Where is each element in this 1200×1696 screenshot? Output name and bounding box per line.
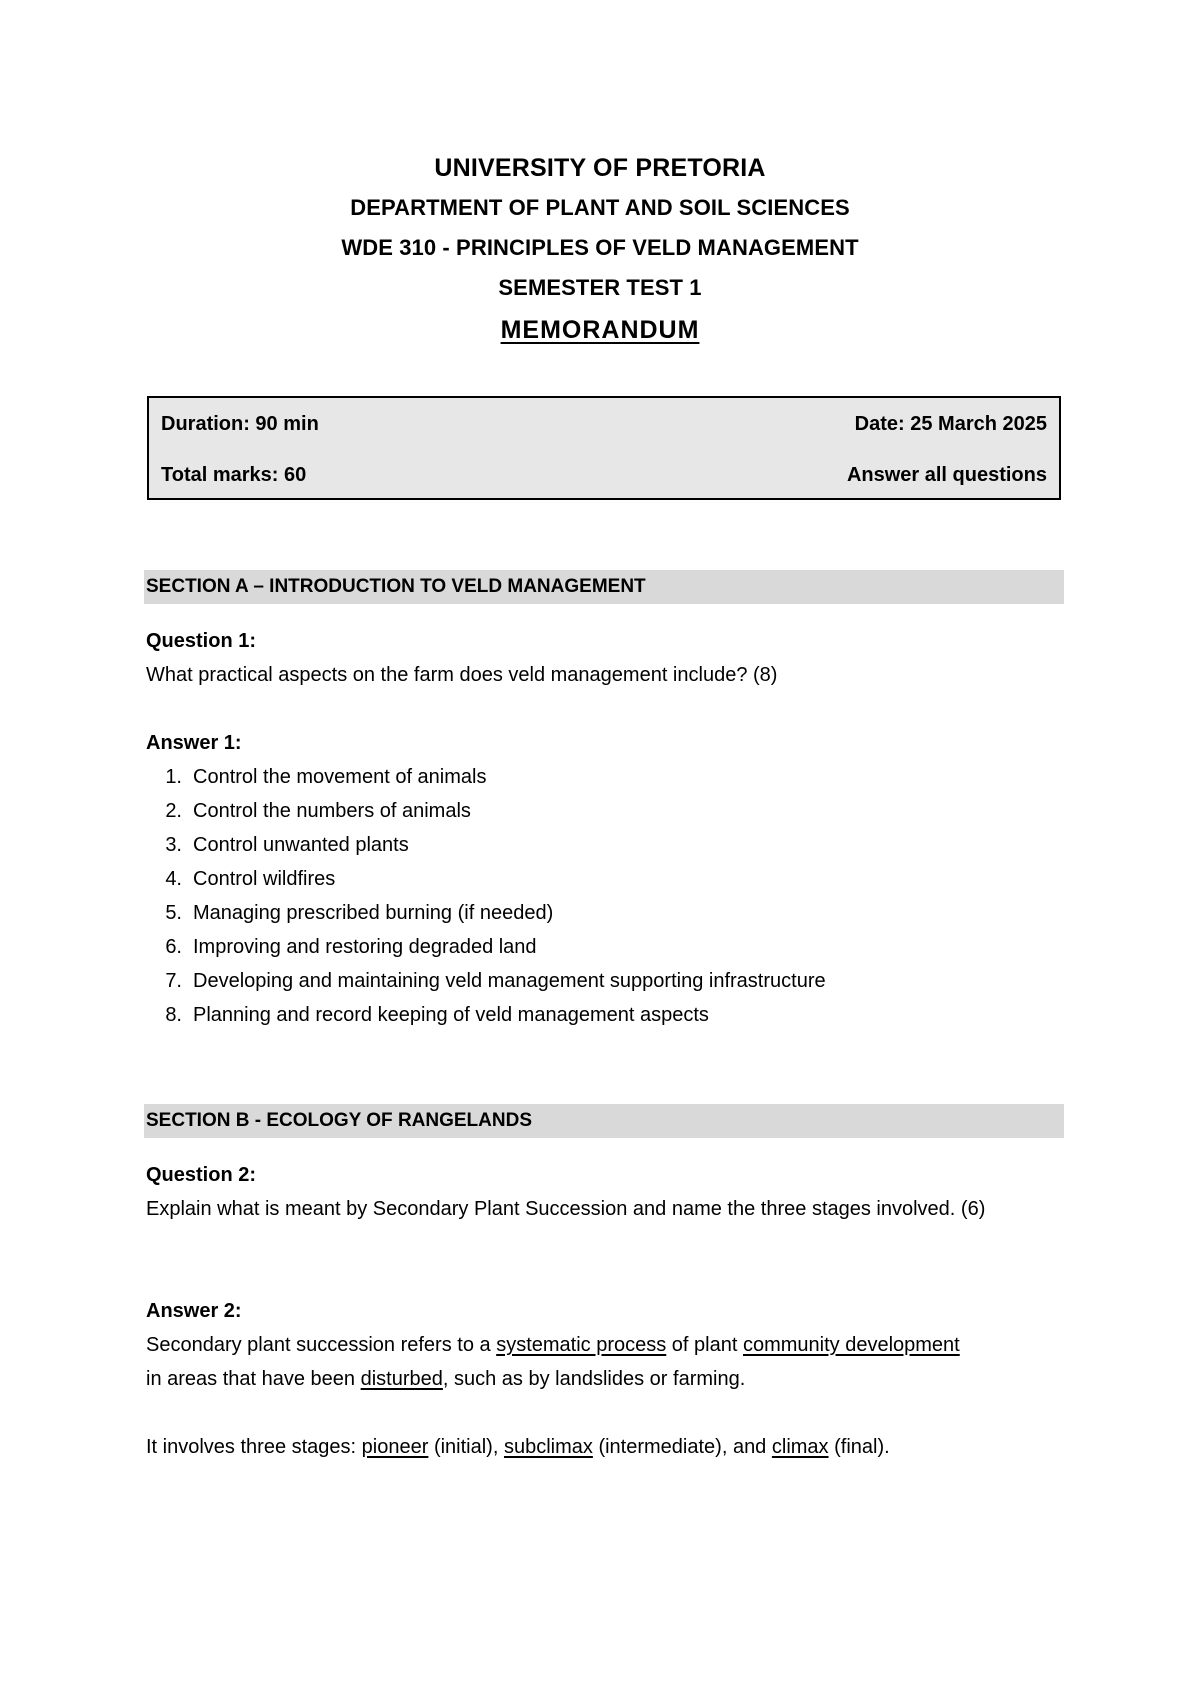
date-text: Date: 25 March 2025 <box>854 413 1047 435</box>
question-2-text: Explain what is meant by Secondary Plant Succession and name the three stages involved. (6) <box>146 1198 986 1220</box>
info-row-1 <box>161 410 1047 438</box>
answer-1-list <box>146 760 826 1032</box>
info-row-2 <box>161 461 1047 489</box>
list-item-text: Control the numbers of animals <box>193 800 471 822</box>
document-header <box>0 148 1200 352</box>
module-title: WDE 310 - PRINCIPLES OF VELD MANAGEMENT <box>341 235 859 260</box>
test-info-box <box>147 396 1061 500</box>
answer-2-p2-text-3: (intermediate), and <box>592 1436 772 1458</box>
section-b-heading: SECTION B - ECOLOGY OF RANGELANDS <box>144 1104 1064 1138</box>
answer-2-p1-keyword-3: disturbed <box>360 1368 443 1390</box>
list-item-number: 5. <box>165 902 182 924</box>
list-item-text: Managing prescribed burning (if needed) <box>193 902 554 924</box>
list-item <box>146 896 826 930</box>
answer-2-p1-text-1: Secondary plant succession refers to a <box>146 1334 497 1356</box>
list-item-number: 6. <box>165 936 182 958</box>
list-item-text: Control unwanted plants <box>193 834 409 856</box>
answer-2-p1-keyword-1: systematic process <box>496 1334 667 1356</box>
department-name: DEPARTMENT OF PLANT AND SOIL SCIENCES <box>350 195 850 220</box>
answer-2-p2-keyword-2: subclimax <box>503 1436 593 1458</box>
answer-2-label: Answer 2: <box>146 1300 242 1322</box>
test-title: SEMESTER TEST 1 <box>498 275 702 300</box>
list-item-number: 8. <box>165 1004 182 1026</box>
list-item <box>146 930 826 964</box>
question-2-label: Question 2: <box>146 1164 257 1186</box>
duration-text: Duration: 90 min <box>161 413 319 435</box>
list-item <box>146 794 826 828</box>
university-name: UNIVERSITY OF PRETORIA <box>434 154 766 182</box>
list-item <box>146 760 826 794</box>
list-item-text: Improving and restoring degraded land <box>193 936 537 958</box>
answer-2-p1-text-4: , such as by landslides or farming. <box>442 1368 746 1390</box>
question-1-text: What practical aspects on the farm does veld management include? (8) <box>146 664 778 686</box>
answer-2-p2-keyword-3: climax <box>771 1436 829 1458</box>
list-item-text: Planning and record keeping of veld management aspects <box>193 1004 709 1026</box>
memorandum-title: MEMORANDUM <box>500 316 700 344</box>
answer-1-label: Answer 1: <box>146 732 242 754</box>
answer-2-p2-keyword-1: pioneer <box>361 1436 429 1458</box>
list-item-number: 3. <box>165 834 182 856</box>
answer-2-p2-text-2: (initial), <box>428 1436 504 1458</box>
answer-2-paragraph-1 <box>146 1328 966 1396</box>
answer-2-p2-text-1: It involves three stages: <box>146 1436 362 1458</box>
instruction-text: Answer all questions <box>846 464 1047 486</box>
list-item-number: 2. <box>165 800 182 822</box>
section-a-heading: SECTION A – INTRODUCTION TO VELD MANAGEMENT <box>144 570 1064 604</box>
list-item <box>146 964 826 998</box>
answer-2-p2-text-4: (final). <box>828 1436 890 1458</box>
list-item <box>146 998 826 1032</box>
list-item-number: 4. <box>165 868 182 890</box>
question-1-label: Question 1: <box>146 630 257 652</box>
answer-2-p1-text-2: of plant <box>666 1334 743 1356</box>
list-item-number: 1. <box>165 766 182 788</box>
answer-2-p1-text-3: in areas that have been <box>146 1368 361 1390</box>
list-item-number: 7. <box>165 970 182 992</box>
list-item <box>146 862 826 896</box>
answer-2-paragraph-2 <box>146 1430 890 1464</box>
answer-2-p1-keyword-2: community development <box>742 1334 960 1356</box>
list-item-text: Control wildfires <box>193 868 336 890</box>
list-item <box>146 828 826 862</box>
list-item-text: Developing and maintaining veld management supporting infrastructure <box>193 970 826 992</box>
total-marks-text: Total marks: 60 <box>161 464 307 486</box>
list-item-text: Control the movement of animals <box>193 766 487 788</box>
